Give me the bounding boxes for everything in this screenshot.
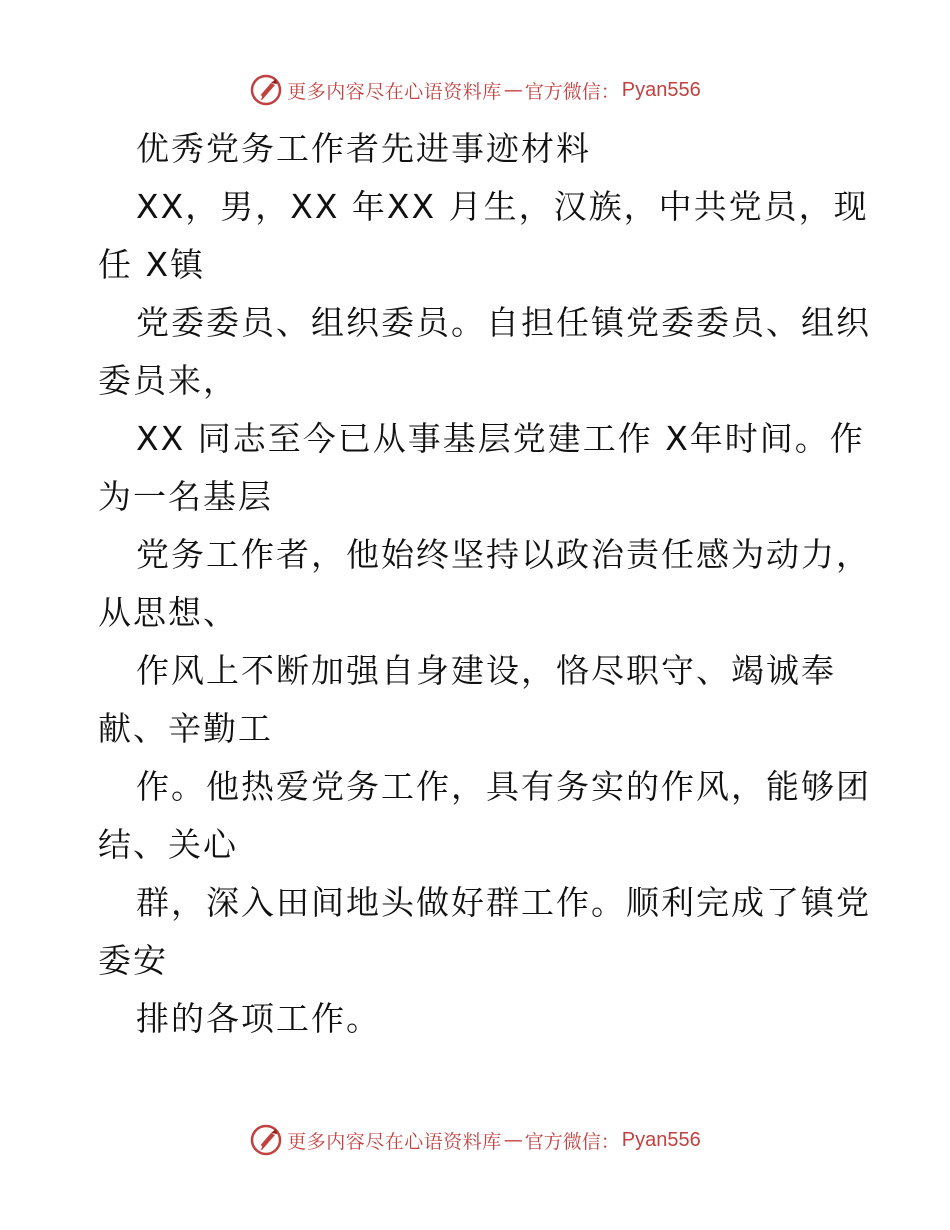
banner-official-label: 官方微信：	[524, 1130, 620, 1153]
document-line: 献、辛勤工	[98, 709, 273, 748]
document-line: 委员来，	[98, 361, 238, 400]
document-line: 从思想、	[98, 593, 238, 632]
document-line: 作风上不断加强自身建设，恪尽职守、竭诚奉	[136, 651, 836, 690]
document-line: XX 同志至今已从事基层党建工作 X年时间。作	[136, 419, 865, 458]
quill-pen-logo-icon	[249, 1123, 283, 1157]
document-line: 委安	[98, 941, 168, 980]
document-line: 作。他热爱党务工作，具有务实的作风，能够团	[136, 767, 871, 806]
document-line: XX，男，XX 年XX 月生，汉族，中共党员，现	[136, 187, 869, 226]
document-line: 党务工作者，他始终坚持以政治责任感为动力，	[136, 535, 871, 574]
banner-text: 更多内容尽在心语资料库	[287, 80, 502, 103]
document-line: 结、关心	[98, 825, 238, 864]
banner-wechat-id: Pyan556	[621, 1128, 701, 1151]
banner-official-label: 官方微信：	[524, 80, 620, 103]
document-line: 排的各项工作。	[136, 999, 381, 1038]
banner-text: 更多内容尽在心语资料库	[287, 1130, 502, 1153]
header-banner	[0, 70, 950, 110]
document-line: 任 X镇	[98, 245, 206, 284]
document-line: 党委委员、组织委员。自担任镇党委委员、组织	[136, 303, 871, 342]
banner-dash: —	[503, 1129, 523, 1151]
quill-pen-logo-icon	[249, 73, 283, 107]
document-line: 优秀党务工作者先进事迹材料	[136, 129, 591, 168]
document-line: 为一名基层	[98, 477, 273, 516]
banner-wechat-id: Pyan556	[621, 78, 701, 101]
banner-dash: —	[503, 79, 523, 101]
document-body	[98, 120, 871, 1048]
document-line: 群，深入田间地头做好群工作。顺利完成了镇党	[136, 883, 871, 922]
footer-banner	[0, 1120, 950, 1160]
